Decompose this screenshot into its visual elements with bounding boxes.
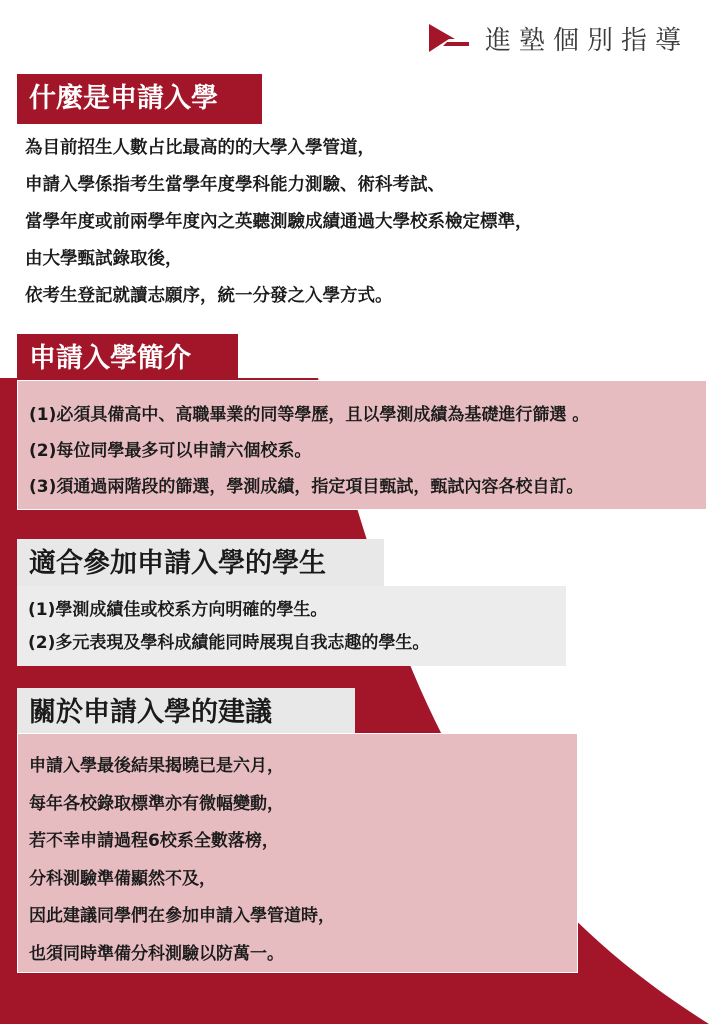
text-line: 由大學甄試錄取後，: [25, 249, 183, 269]
brand-mark-icon: [427, 22, 471, 54]
text-line: 每年各校錄取標準亦有微幅變動，: [29, 793, 284, 814]
text-line: 因此建議同學們在參加申請入學管道時，: [29, 906, 335, 926]
text-line: 分科測驗準備顯然不及，: [29, 868, 216, 889]
list-item: (1)學測成績佳或校系方向明確的學生。: [28, 600, 328, 620]
section-title-advice: 關於申請入學的建議: [17, 688, 355, 738]
section-title-intro: 申請入學簡介: [17, 334, 238, 384]
list-item: (1)必須具備高中、高職畢業的同等學歷，且以學測成績為基礎進行篩選 。: [29, 405, 590, 425]
section-title-what-is: 什麼是申請入學: [17, 74, 262, 124]
brand-name: 進塾個別指導: [484, 25, 689, 56]
brand-logo: [427, 18, 689, 58]
text-line: 若不幸申請過程6校系全數落榜，: [29, 831, 279, 851]
section-body-intro: [17, 380, 707, 510]
section-body-advice: [17, 733, 578, 973]
text-line: 也須同時準備分科測驗以防萬一。: [29, 943, 284, 964]
text-line: 當學年度或前兩學年度內之英聽測驗成績通過大學校系檢定標準，: [25, 212, 533, 232]
list-item: (2)多元表現及學科成績能同時展現自我志趣的學生。: [28, 633, 430, 653]
section-body-what-is: [25, 130, 533, 315]
text-line: 依考生登記就讀志願序，統一分發之入學方式。: [25, 286, 393, 306]
text-line: 申請入學最後結果揭曉已是六月，: [29, 756, 284, 776]
section-title-suitable-students: 適合參加申請入學的學生: [17, 539, 384, 589]
list-item: (2)每位同學最多可以申請六個校系。: [29, 441, 312, 461]
text-line: 申請入學係指考生當學年度學科能力測驗、術科考試、: [25, 175, 445, 195]
text-line: 為目前招生人數占比最高的的大學入學管道，: [25, 138, 375, 158]
section-body-suitable-students: [17, 586, 566, 666]
list-item: (3)須通過兩階段的篩選，學測成績，指定項目甄試，甄試內容各校自訂。: [29, 477, 584, 497]
